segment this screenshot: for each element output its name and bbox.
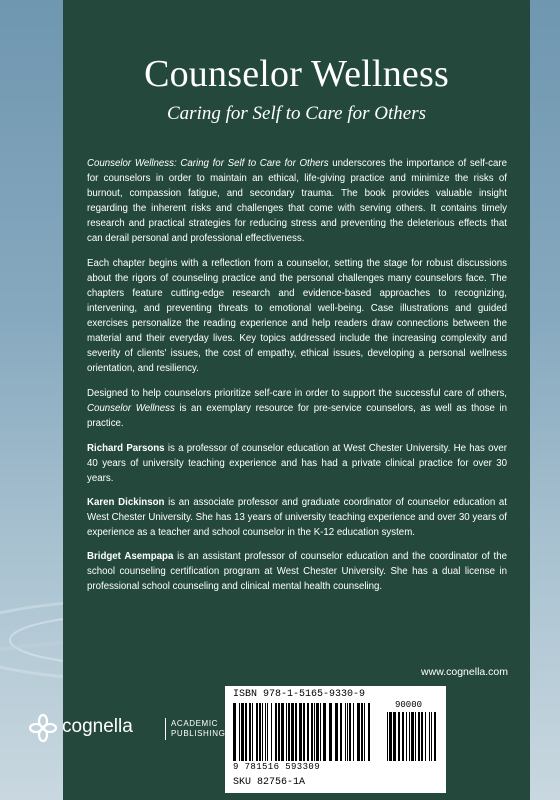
barcode-bar: [311, 703, 313, 761]
author-name: Richard Parsons: [87, 443, 165, 454]
description-paragraph-3: [87, 386, 507, 431]
description-text: underscores the importance of self-care for counselors in order to maintain an ethical, life-giving practice and minimize the risks of burnout, compassion fatigue, and secondary trauma. The book provides valuable insight regarding the inherent risks and challenges that come with serving others. It contains timely research and practical strategies for reducing stress and preventing the deleterious effects that can derail personal and professional effectiveness.: [87, 158, 507, 244]
logo-tagline: ACADEMIC: [171, 719, 219, 728]
barcode-bar: [271, 703, 272, 761]
cover-panel: [63, 0, 530, 800]
barcode-bar: [425, 712, 426, 761]
barcode-bar: [387, 712, 388, 761]
barcode-bar: [249, 703, 251, 761]
barcode-number: 9 781516 593309: [233, 762, 321, 772]
back-cover-text: [87, 156, 507, 603]
barcode-bar: [316, 703, 319, 761]
author-bio-text: is an assistant professor of counselor education and the coordinator of the school counseling certification program at West Chester University. She has a dual license in professional school counseling and clinical mental health counseling.: [87, 551, 508, 592]
logo-divider: [165, 718, 166, 740]
barcode-addon-number: 90000: [395, 700, 423, 710]
description-title-italic: Counselor Wellness: [87, 403, 175, 414]
barcode-bar: [411, 712, 414, 761]
author-bio-text: is a professor of counselor education at West Chester University. He has over 40 years of university teaching experience and has had a private clinical practice for over 30 years.: [87, 443, 507, 484]
author-name: Bridget Asempapa: [87, 551, 174, 562]
barcode-bar: [275, 703, 277, 761]
author-bio: [87, 441, 507, 486]
barcode-bar: [291, 703, 294, 761]
barcode-bar: [256, 703, 258, 761]
isbn-label: ISBN 978-1-5165-9330-9: [233, 689, 366, 700]
description-title-italic: Counselor Wellness: Caring for Self to Care for Others: [87, 158, 329, 169]
barcode-addon-bars: [387, 712, 439, 761]
barcode-bar: [245, 703, 247, 761]
barcode-bar: [347, 703, 348, 761]
barcode-bar: [418, 712, 420, 761]
logo-wordmark: cognella: [62, 716, 133, 737]
description-paragraph-2: Each chapter begins with a reflection from a counselor, setting the stage for robust discussions about the rigors of counseling practice and the personal challenges many counselors face. The chapters feature cutting-edge research and evidence-based approaches to recognizing, intervening, and preventing threats to emotional well-being. Case illustrations and guided exercises personalize the reading experience and help readers draw connections between the material and their everyday lives. Key topics addressed include the increasing complexity and severity of clients' issues, the cost of empathy, ethical issues, developing a personal wellness orientation, and resiliency.: [87, 258, 507, 374]
barcode-panel: [225, 686, 446, 793]
barcode-bar: [389, 712, 392, 761]
barcode-bar: [398, 712, 400, 761]
barcode-bar: [307, 703, 309, 761]
barcode-bar: [431, 712, 432, 761]
author-bio: [87, 549, 507, 594]
barcode-bar: [278, 703, 280, 761]
publisher-url[interactable]: www.cognella.com: [421, 666, 508, 678]
barcode-bar: [265, 703, 266, 761]
barcode-bar: [361, 703, 363, 761]
description-paragraph-1: [87, 156, 507, 246]
barcode-bar: [281, 703, 284, 761]
barcode-bar: [303, 703, 305, 761]
barcode-bar: [233, 703, 236, 761]
barcode-bar: [429, 712, 430, 761]
barcode-bar: [364, 703, 365, 761]
barcode-bar: [262, 703, 263, 761]
barcode-bar: [415, 712, 416, 761]
barcode-bar: [393, 712, 396, 761]
barcode-bar: [368, 703, 370, 761]
author-bio-text: is an associate professor and graduate coordinator of counselor education at West Chester University. She has 13 years of university teaching experience and over 30 years of experience as a teacher and school counselor in the K-12 education system.: [87, 497, 507, 538]
publisher-logo: [28, 713, 258, 743]
barcode-bar: [320, 703, 321, 761]
barcode-bar: [329, 703, 332, 761]
barcode-bar: [353, 703, 354, 761]
description-text: Designed to help counselors prioritize self-care in order to support the successful care of others,: [87, 388, 507, 399]
book-title: Counselor Wellness: [144, 53, 449, 95]
book-subtitle: Caring for Self to Care for Others: [167, 103, 426, 124]
description-text: is an exemplary resource for pre-service counselors, as well as those in practice.: [87, 403, 507, 429]
author-bio: [87, 495, 507, 540]
sku-label: SKU 82756-1A: [233, 777, 306, 788]
barcode-bar: [259, 703, 261, 761]
barcode-bar: [239, 703, 240, 761]
cognella-flower-icon: [28, 713, 58, 743]
barcode-bar: [335, 703, 338, 761]
barcode-bar: [288, 703, 290, 761]
barcode-bar: [409, 712, 410, 761]
barcode-bar: [314, 703, 315, 761]
barcode-bar: [406, 712, 407, 761]
barcode-bar: [340, 703, 342, 761]
barcode-bars: [233, 703, 373, 761]
barcode-bar: [286, 703, 287, 761]
barcode-bar: [357, 703, 360, 761]
barcode-bar: [267, 703, 268, 761]
barcode-bar: [349, 703, 351, 761]
barcode-bar: [402, 712, 404, 761]
barcode-bar: [421, 712, 423, 761]
barcode-bar: [299, 703, 302, 761]
barcode-bar: [323, 703, 326, 761]
barcode-bar: [434, 712, 436, 761]
author-name: Karen Dickinson: [87, 497, 165, 508]
barcode-bar: [295, 703, 297, 761]
barcode-bar: [252, 703, 253, 761]
logo-tagline: PUBLISHING: [171, 729, 226, 738]
barcode-bar: [241, 703, 244, 761]
barcode-bar: [345, 703, 346, 761]
